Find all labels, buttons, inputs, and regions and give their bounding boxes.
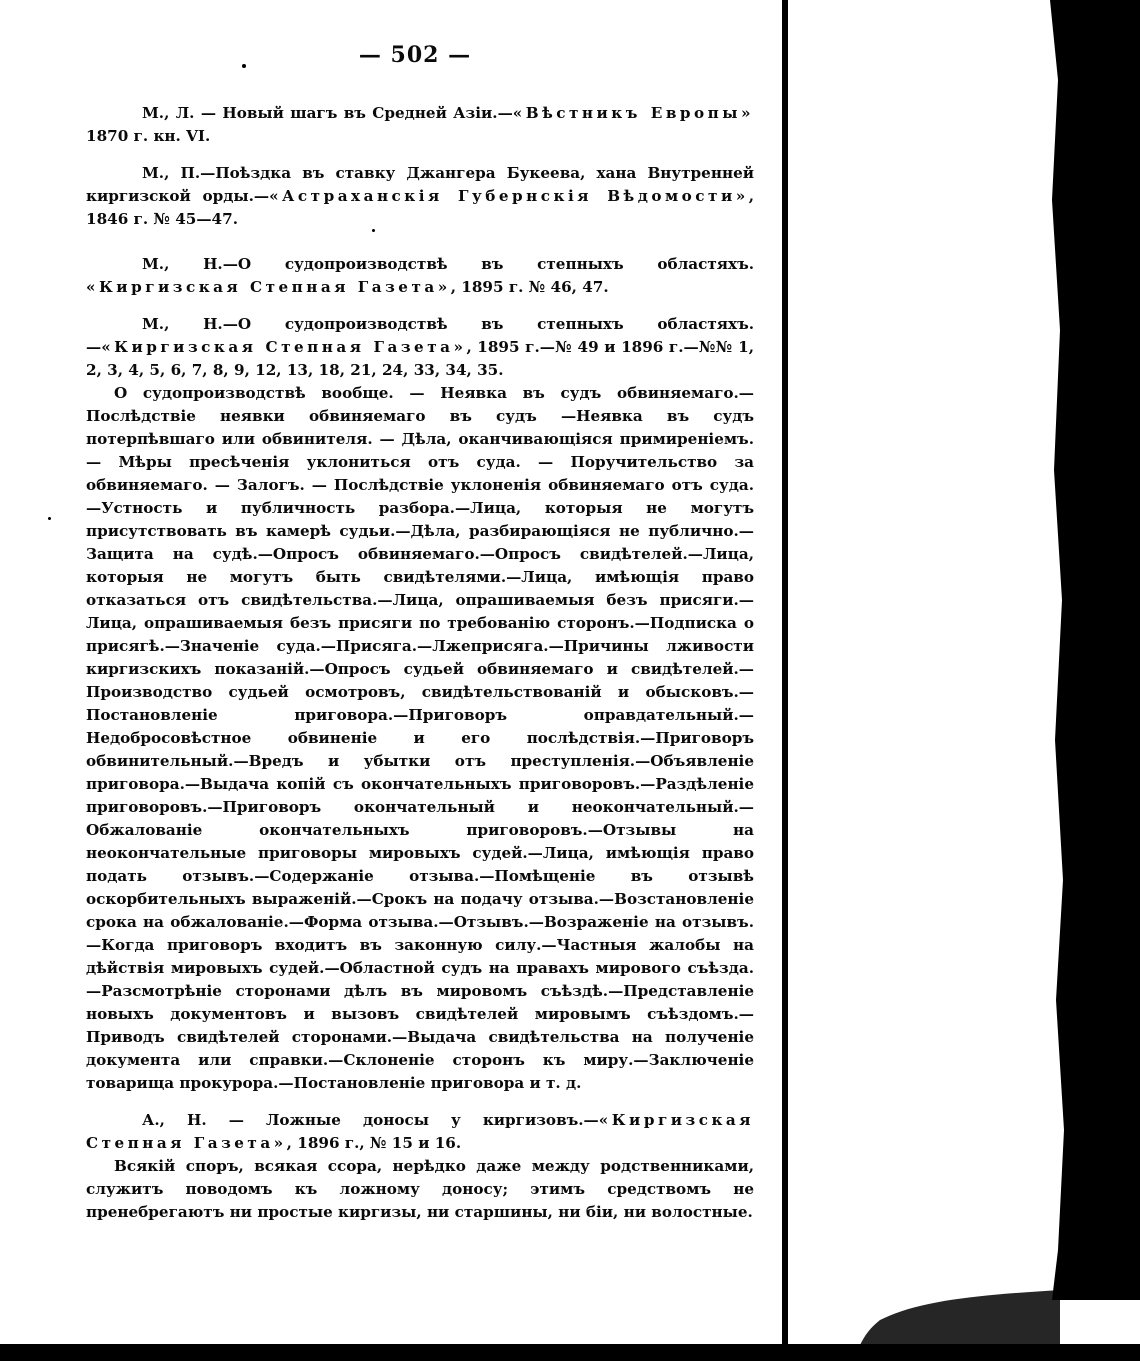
entry-author: М., Н.— xyxy=(142,255,238,273)
entry-publication-details: , 1895 г.—№ 49 и 1896 г.—№№ 1, 2, 3, 4, 5, 6, 7, 8, 9, 12, 13, 18, 21, 24, 33, 34, 35. xyxy=(86,338,754,379)
entry-journal: «Киргизская Степная Газета» xyxy=(86,278,451,296)
bottom-scan-band xyxy=(0,1344,1140,1361)
entry-title: О судопроизводствѣ въ степныхъ областяхъ.— xyxy=(86,315,755,356)
bibliography-column xyxy=(86,102,754,1238)
entry-annotation: Всякій споръ, всякая ссора, нерѣдко даже между родственниками, служитъ поводомъ къ ложному доносу; этимъ средствомъ не пренебрегаютъ ни простые киргизы, ни старшины, ни біи, ни волостные. xyxy=(86,1157,754,1221)
bibliography-entry xyxy=(86,253,754,299)
entry-author: А., Н. — xyxy=(142,1111,266,1129)
bibliography-entry xyxy=(86,313,754,1095)
entry-citation xyxy=(86,253,754,299)
bibliography-entry xyxy=(86,1109,754,1224)
entry-journal: «Киргизская Степная Газета» xyxy=(86,1111,754,1152)
entry-author: М., Л. — xyxy=(142,104,223,122)
entry-publication-details: , 1896 г., № 15 и 16. xyxy=(286,1134,462,1152)
entry-author: М., Н.— xyxy=(142,315,238,333)
entry-citation xyxy=(86,102,754,148)
entry-author: М., П.— xyxy=(142,164,216,182)
entry-journal: «Киргизская Степная Газета» xyxy=(101,338,467,356)
entry-publication-details: , 1846 г. № 45—47. xyxy=(86,187,755,228)
entry-citation xyxy=(86,313,754,382)
entry-publication-details: , 1895 г. № 46, 47. xyxy=(450,278,609,296)
entry-title: Ложные доносы у киргизовъ.— xyxy=(266,1111,599,1129)
entry-title: Поѣздка въ ставку Джангера Букеева, хана Внутренней киргизской орды.— xyxy=(86,164,754,205)
entry-citation xyxy=(86,1109,754,1155)
entry-journal: «Астраханскія Губернскія Вѣдомости» xyxy=(269,187,749,205)
entry-citation xyxy=(86,162,754,231)
bibliography-entry xyxy=(86,102,754,148)
bibliography-entry xyxy=(86,162,754,231)
entry-journal: «Вѣстникъ Европы» xyxy=(512,104,754,122)
entry-title: Новый шагъ въ Средней Азіи.— xyxy=(222,104,513,122)
entry-publication-details: 1870 г. кн. VI. xyxy=(86,127,211,145)
page-number: — 502 — xyxy=(358,42,472,68)
ink-speck xyxy=(48,517,51,520)
right-scan-edge xyxy=(1050,0,1140,1300)
bottom-smudge xyxy=(860,1290,1060,1345)
entry-annotation: О судопроизводствѣ вообще. — Неявка въ судъ обвиняемаго.—Послѣдствіе неявки обвиняемаго въ судъ —Неявка въ судъ потерпѣвшаго или обвинителя. — Дѣла, оканчивающіяся примиреніемъ. — Мѣры пресѣченія уклониться отъ суда. — Поручительство за обвиняемаго. — Залогъ. — Послѣдствіе уклоненія обвиняемаго отъ суда.—Устность и публичность разбора.—Лица, которыя не могутъ присутствовать въ камерѣ судьи.—Дѣла, разбирающіяся не публично.—Защита на судѣ.—Опросъ обвиняемаго.—Опросъ свидѣтелей.—Лица, которыя не могутъ быть свидѣтелями.—Лица, имѣющія право отказаться отъ свидѣтельства.—Лица, опрашиваемыя безъ присяги.—Лица, опрашиваемыя безъ присяги по требованію сторонъ.—Подписка о присягѣ.—Значеніе суда.—Присяга.—Лжеприсяга.—Причины лживости киргизскихъ показаній.—Опросъ судьей обвиняемаго и свидѣтелей.—Производство судьей осмотровъ, свидѣтельствованій и обысковъ.—Постановленіе приговора.—Приговоръ оправдательный.—Недобросовѣстное обвиненіе и его послѣдствія.—Приговоръ обвинительный.—Вредъ и убытки отъ преступленія.—Объявленіе приговора.—Выдача копій съ окончательныхъ приговоровъ.—Раздѣленіе приговоровъ.—Приговоръ окончательный и неокончательный.—Обжалованіе окончательныхъ приговоровъ.—Отзывы на неокончательные приговоры мировыхъ судей.—Лица, имѣющія право подать отзывъ.—Содержаніе отзыва.—Помѣщеніе въ отзывѣ оскорбительныхъ выраженій.—Срокъ на подачу отзыва.—Возстановленіе срока на обжалованіе.—Форма отзыва.—Отзывъ.—Возраженіе на отзывъ.—Когда приговоръ входитъ въ законную силу.—Частныя жалобы на дѣйствія мировыхъ судей.—Областной судъ на правахъ мирового съѣзда.—Разсмотрѣніе сторонами дѣлъ въ мировомъ съѣздѣ.—Представленіе новыхъ документовъ и вызовъ свидѣтелей мировымъ съѣздомъ.—Приводъ свидѣтелей сторонами.—Выдача свидѣтельства на полученіе документа или справки.—Склоненіе сторонъ къ миру.—Заключеніе товарища прокурора.—Постановленіе приговора и т. д. xyxy=(86,384,754,1092)
entry-title: О судопроизводствѣ въ степныхъ областяхъ. xyxy=(237,255,755,273)
gutter-line xyxy=(782,0,788,1361)
